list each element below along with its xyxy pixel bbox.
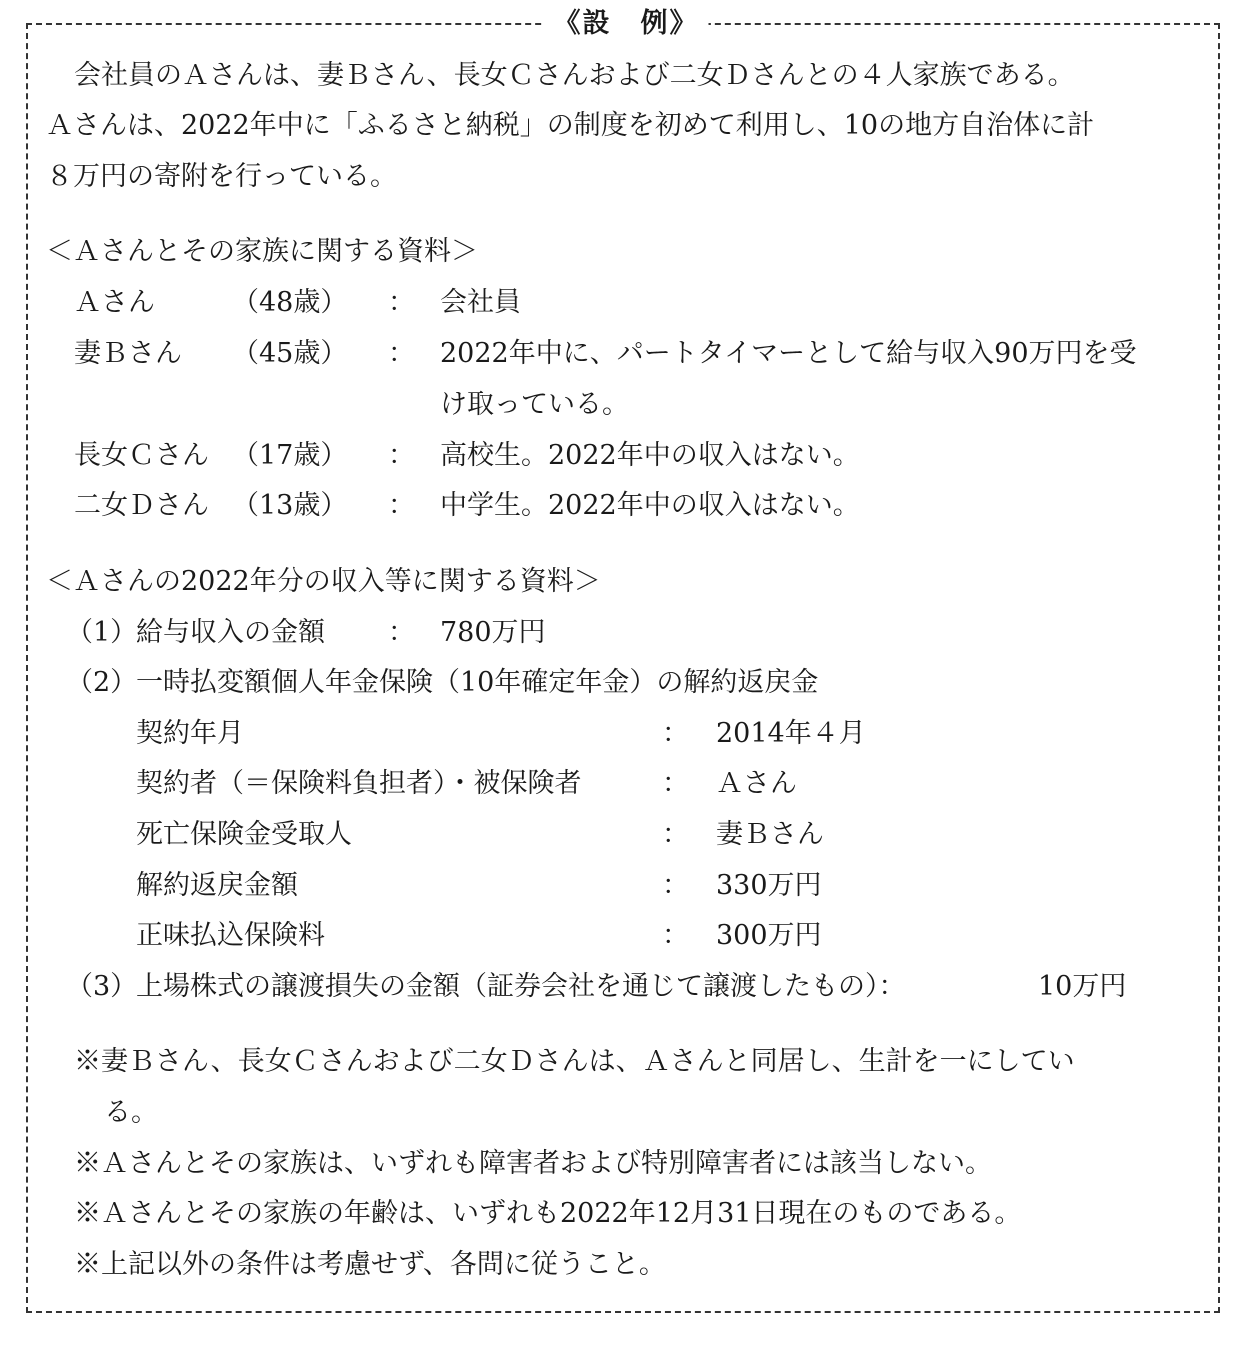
item-label: 上場株式の譲渡損失の金額（証券会社を通じて譲渡したもの）：: [136, 971, 906, 1002]
intro-line-3: ８万円の寄附を行っている。: [46, 161, 397, 192]
note-line: ※上記以外の条件は考慮せず、各問に従うこと。: [74, 1249, 666, 1280]
member-separator: ：: [388, 440, 415, 471]
note-line: ※妻Ｂさん、長女Ｃさんおよび二女Ｄさんは、Ａさんと同居し、生計を一にしてい: [74, 1046, 1075, 1077]
detail-label: 正味払込保険料: [136, 920, 325, 951]
member-name: Ａさん: [74, 287, 155, 318]
item-label: 給与収入の金額: [136, 617, 325, 648]
member-separator: ：: [388, 287, 415, 318]
intro-line-1: 会社員のＡさんは、妻Ｂさん、長女Ｃさんおよび二女Ｄさんとの４人家族である。: [74, 60, 1075, 91]
member-description-cont: け取っている。: [440, 389, 629, 420]
member-name: 二女Ｄさん: [74, 490, 209, 521]
member-separator: ：: [388, 338, 415, 369]
detail-label: 契約者（＝保険料負担者）・被保険者: [136, 768, 582, 799]
note-line: ※Ａさんとその家族は、いずれも障害者および特別障害者には該当しない。: [74, 1148, 992, 1179]
member-name: 妻Ｂさん: [74, 338, 182, 369]
member-description: 2022年中に、パートタイマーとして給与収入90万円を受: [440, 338, 1137, 369]
item-value: 780万円: [440, 617, 546, 648]
item-label: 一時払変額個人年金保険（10年確定年金）の解約返戻金: [136, 667, 819, 698]
detail-value: Ａさん: [716, 768, 797, 799]
member-name: 長女Ｃさん: [74, 440, 209, 471]
item-value: 10万円: [1038, 971, 1127, 1002]
detail-value: 330万円: [716, 870, 822, 901]
detail-separator: ：: [662, 870, 689, 901]
detail-label: 死亡保険金受取人: [136, 819, 352, 850]
member-age: （45歳）: [232, 338, 348, 369]
detail-separator: ：: [662, 718, 689, 749]
member-description: 会社員: [440, 287, 521, 318]
detail-label: 解約返戻金額: [136, 870, 298, 901]
member-description: 中学生。2022年中の収入はない。: [440, 490, 860, 521]
item-number: （2）: [66, 667, 138, 698]
item-number: （1）: [66, 617, 138, 648]
member-age: （48歳）: [232, 287, 348, 318]
family-heading: ＜Ａさんとその家族に関する資料＞: [46, 236, 478, 267]
detail-value: 2014年４月: [716, 718, 866, 749]
intro-line-2: Ａさんは、2022年中に「ふるさと納税」の制度を初めて利用し、10の地方自治体に計: [46, 110, 1095, 141]
item-separator: ：: [388, 617, 415, 648]
item-number: （3）: [66, 971, 138, 1002]
note-line-cont: る。: [104, 1097, 158, 1128]
detail-separator: ：: [662, 920, 689, 951]
detail-value: 300万円: [716, 920, 822, 951]
detail-separator: ：: [662, 768, 689, 799]
detail-value: 妻Ｂさん: [716, 819, 824, 850]
member-separator: ：: [388, 490, 415, 521]
income-heading: ＜Ａさんの2022年分の収入等に関する資料＞: [46, 566, 601, 597]
member-description: 高校生。2022年中の収入はない。: [440, 440, 860, 471]
example-title: 《設 例》: [544, 4, 709, 44]
detail-label: 契約年月: [136, 718, 244, 749]
member-age: （13歳）: [232, 490, 348, 521]
detail-separator: ：: [662, 819, 689, 850]
note-line: ※Ａさんとその家族の年齢は、いずれも2022年12月31日現在のものである。: [74, 1198, 1022, 1229]
member-age: （17歳）: [232, 440, 348, 471]
